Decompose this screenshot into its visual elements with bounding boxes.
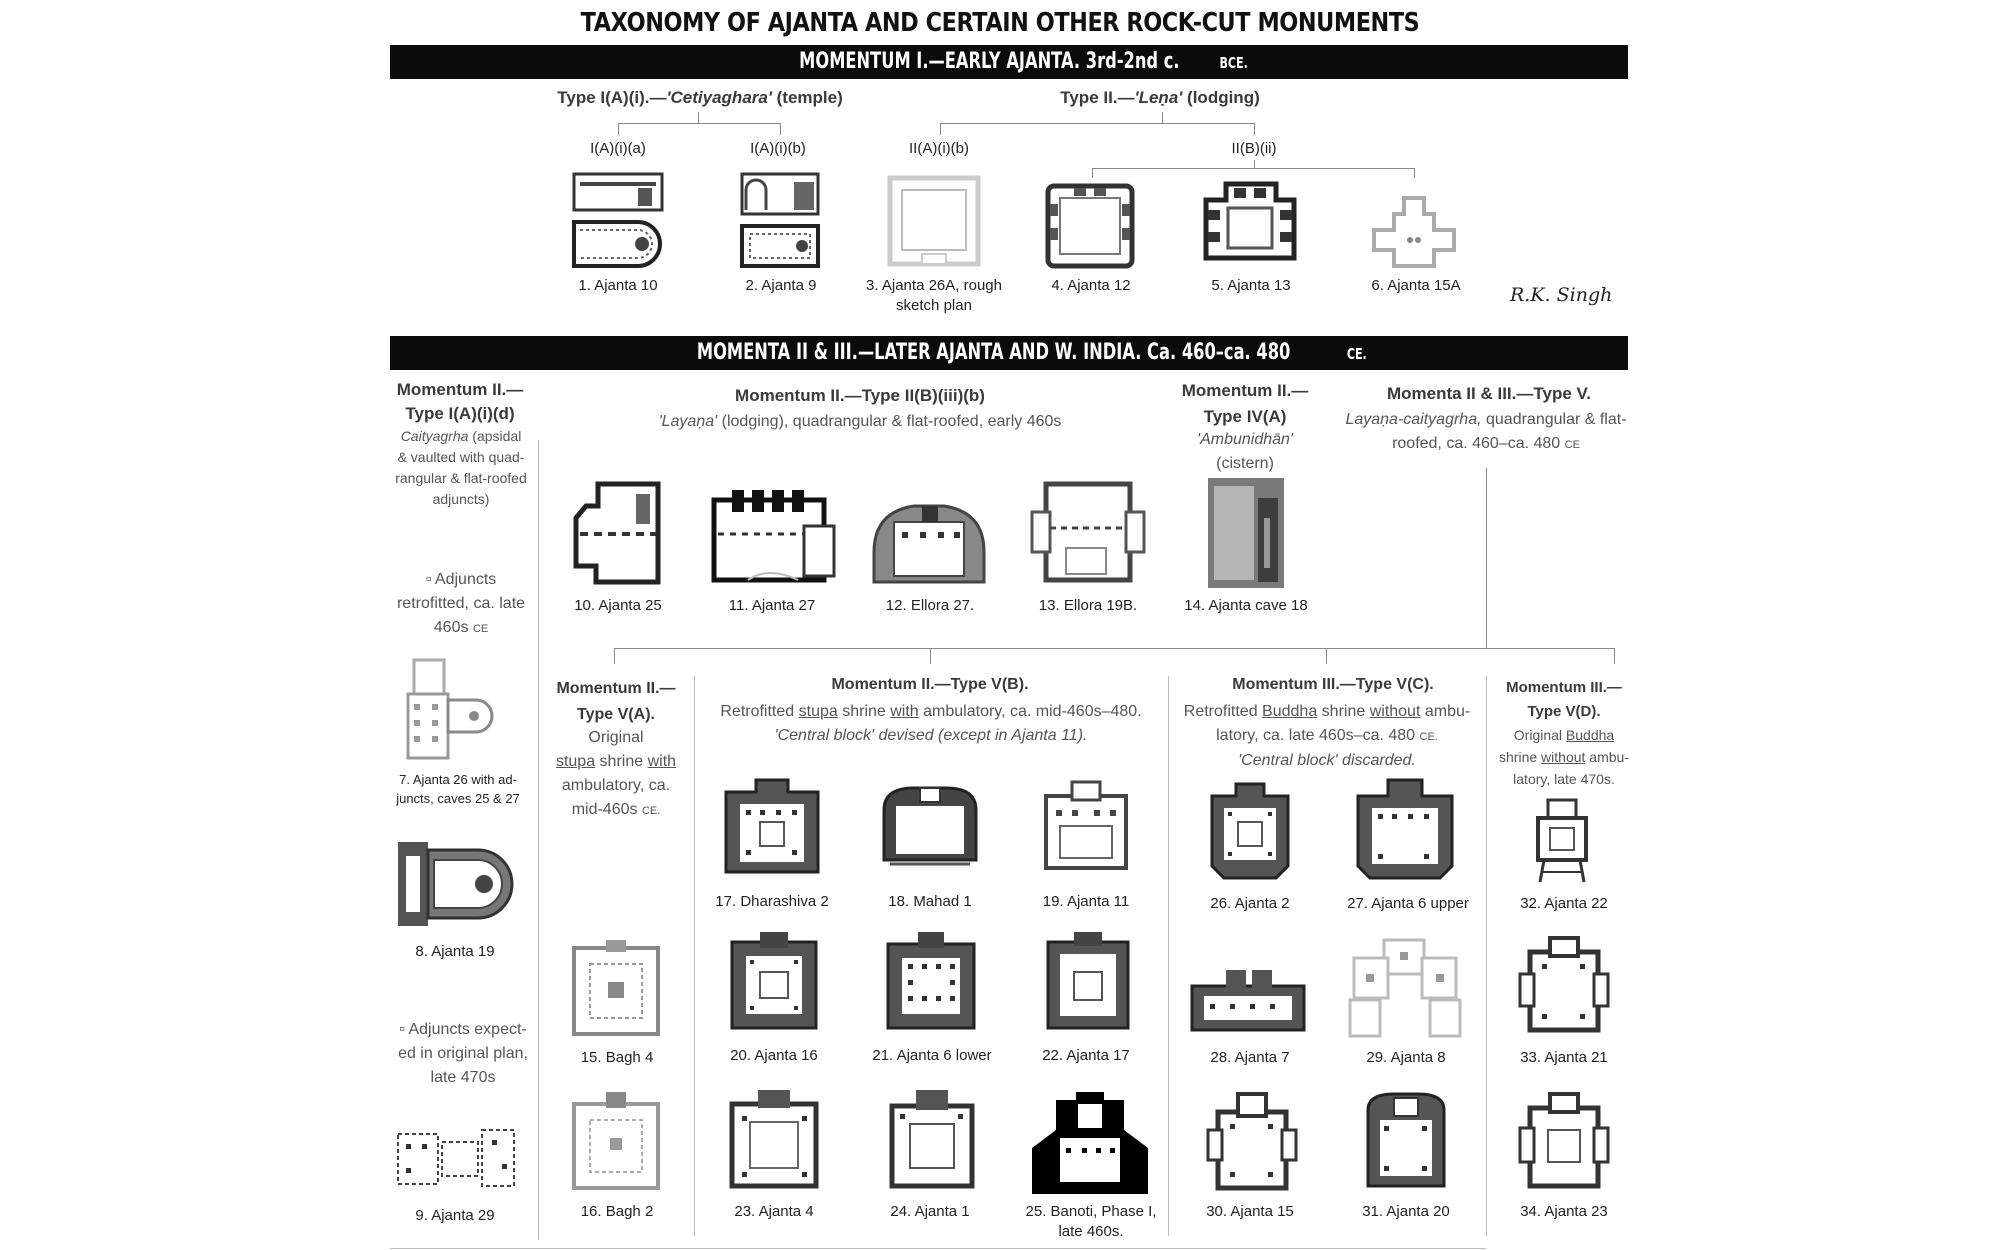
plan-ajanta-7 (1186, 960, 1310, 1040)
item-30: 30. Ajanta 15 (1206, 1203, 1294, 1220)
plan-ajanta-27 (708, 486, 838, 588)
item-7 (390, 770, 526, 808)
typeVC-ce: CE. (1419, 731, 1438, 743)
connector (930, 648, 931, 664)
typeVB-sub-a: Retrofitted (720, 703, 795, 720)
left-desc-1: (apsidal (472, 428, 522, 444)
typeVC-subtitle (1172, 700, 1482, 773)
author-signature: R.K. Singh (1510, 284, 1613, 306)
item-19: 19. Ajanta 11 (1042, 893, 1130, 910)
typeVD-sub-u: Buddha (1565, 727, 1615, 743)
typeVD-heading-line1: Momentum III.— (1506, 679, 1622, 696)
m1-type1-prefix: Type I(A)(i).— (557, 88, 667, 107)
connector (1614, 648, 1615, 664)
m1-type1-heading (540, 88, 860, 108)
sublabel-IAia: I(A)(i)(a) (590, 140, 646, 157)
plan-ellora-27 (864, 492, 994, 588)
m1-type2-prefix: Type II.— (1060, 88, 1135, 107)
typeIVA-heading-line1: Momentum II.— (1181, 381, 1309, 400)
m1-type2-suffix: (lodging) (1187, 88, 1260, 107)
typeVB-sub-b: shrine (842, 703, 886, 720)
connector (940, 123, 1254, 124)
typeIIBiiib-sub-italic: 'Layaṇa' (658, 413, 718, 430)
plan-ajanta-20 (1354, 1088, 1458, 1194)
typeVB-sub-u2: with (890, 703, 919, 720)
item-3: 3. Ajanta 26A, rough (866, 277, 1002, 294)
sublabel-IIBii: II(B)(ii) (1231, 140, 1277, 157)
plan-ajanta-15 (1204, 1090, 1300, 1194)
item-31: 31. Ajanta 20 (1362, 1203, 1450, 1220)
sublabel-IAib: I(A)(i)(b) (750, 140, 806, 157)
typeV-sub-ce: CE (1564, 439, 1580, 451)
left-desc-3: rangular & flat-roofed (395, 470, 527, 486)
connector (1414, 168, 1415, 178)
typeVB-sub-2: 'Central block' devised (except in Ajanta 11). (774, 727, 1088, 744)
item-16: 16. Bagh 2 (580, 1203, 654, 1220)
plan-ajanta-19 (394, 836, 522, 932)
item-27: 27. Ajanta 6 upper (1347, 895, 1469, 912)
connector (1254, 123, 1255, 135)
plan-ajanta-8 (1344, 934, 1466, 1042)
typeVA-desc-2-u2: with (647, 753, 677, 770)
plan-ajanta-23 (1516, 1090, 1612, 1194)
item-8: 8. Ajanta 19 (415, 943, 495, 960)
connector (618, 123, 619, 135)
banner-momenta-2-3 (390, 336, 1628, 370)
plan-ajanta-26a (884, 172, 984, 270)
connector (614, 648, 615, 664)
banner-momentum-1 (390, 45, 1628, 79)
typeVD-sub-2u: without (1541, 749, 1586, 765)
typeVD-subtitle (1494, 724, 1634, 790)
left-note-2: ▫ Adjuncts expect- ed in original plan, late 470s (388, 1018, 538, 1090)
plan-dharashiva-2 (716, 776, 828, 880)
typeVC-sub-u1: Buddha (1262, 703, 1318, 720)
item-20: 20. Ajanta 16 (730, 1047, 818, 1064)
plan-ajanta-17 (1040, 930, 1136, 1036)
typeVA-desc-1: Original (588, 729, 644, 746)
typeVA-heading-line2: Type V(A). (577, 706, 655, 723)
left-note-1-b: retrofitted, ca. late (396, 595, 526, 612)
typeVA-desc-2-rest: shrine (599, 753, 644, 770)
plan-ajanta-1 (884, 1088, 980, 1192)
banner-2-suffix: CE. (1347, 345, 1368, 363)
item-2: 2. Ajanta 9 (745, 277, 817, 294)
item-5: 5. Ajanta 13 (1211, 277, 1291, 294)
connector (1092, 168, 1093, 178)
typeVB-sub-u1: stupa (798, 703, 838, 720)
left-note-1-c: 460s (433, 619, 469, 636)
item-17: 17. Dharashiva 2 (715, 893, 829, 910)
m1-type2-heading (1040, 88, 1280, 108)
left-desc-4: adjuncts) (432, 491, 490, 507)
divider (538, 440, 539, 1240)
left-heading-line1: Momentum II.— (396, 380, 524, 399)
typeIIBiiib-heading: Momentum II.—Type II(B)(iii)(b) (735, 386, 985, 405)
divider (694, 676, 695, 1236)
typeIIBiiib-sub-rest: (lodging), quadrangular & flat-roofed, early 460s (721, 413, 1062, 430)
item-25-line1: 25. Banoti, Phase I, (1025, 1203, 1157, 1220)
item-7-line2: juncts, caves 25 & 27 (396, 791, 520, 806)
typeV-subtitle (1336, 408, 1636, 457)
typeVC-heading: Momentum III.—Type V(C). (1232, 676, 1434, 693)
plan-ajanta-25 (566, 478, 670, 588)
banner-1-text: MOMENTUM I.—EARLY AJANTA. 3rd-2nd c. (798, 49, 1180, 74)
item-24: 24. Ajanta 1 (890, 1203, 970, 1220)
typeVA-ce: CE. (641, 805, 661, 817)
plan-ajanta-10 (568, 170, 668, 270)
connector (1486, 468, 1487, 648)
item-15: 15. Bagh 4 (580, 1049, 654, 1066)
m1-type1-suffix: (temple) (776, 88, 843, 107)
left-desc-italic: Caityagrha (400, 428, 469, 444)
left-note-1: ▫ Adjuncts retrofitted, ca. late 460s CE (390, 568, 532, 641)
plan-banoti (1026, 1090, 1154, 1198)
left-heading (390, 378, 530, 426)
plan-ajanta-22 (1530, 796, 1594, 886)
item-11: 11. Ajanta 27 (728, 597, 816, 614)
item-7-line1: 7. Ajanta 26 with ad- (399, 772, 517, 787)
photo-ajanta-cave-18 (1208, 478, 1284, 588)
m1-type2-italic: 'Leṇa' (1134, 88, 1183, 107)
item-34: 34. Ajanta 23 (1520, 1203, 1608, 1220)
banner-2-text: MOMENTA II & III.—LATER AJANTA AND W. INDIA. Ca. 460–ca. 480 (697, 340, 1291, 365)
item-28: 28. Ajanta 7 (1210, 1049, 1290, 1066)
item-14: 14. Ajanta cave 18 (1184, 597, 1308, 614)
plan-ajanta-29 (392, 1124, 520, 1194)
divider (1486, 676, 1487, 1236)
typeVB-subtitle (700, 700, 1162, 748)
item-3-line2: sketch plan (896, 297, 972, 314)
typeVC-sub-u2: without (1369, 703, 1421, 720)
page-title: TAXONOMY OF AJANTA AND CERTAIN OTHER ROCK-CUT MONUMENTS (580, 8, 1420, 38)
banner-1-suffix: BCE. (1219, 54, 1248, 72)
connector (940, 123, 941, 135)
connector (614, 648, 1614, 649)
plan-ajanta-11 (1036, 776, 1136, 880)
plan-ajanta-15a (1364, 190, 1464, 272)
plan-ajanta-13 (1198, 178, 1302, 272)
left-description (388, 426, 534, 510)
sublabel-IIAib: II(A)(i)(b) (909, 140, 969, 157)
item-23: 23. Ajanta 4 (734, 1203, 814, 1220)
typeVB-sub-c: ambulatory, ca. mid-460s–480. (923, 703, 1142, 720)
left-note-2-c: late 470s (430, 1069, 496, 1086)
typeIVA-subtitle (1172, 428, 1318, 476)
plan-ajanta-2 (1198, 780, 1302, 884)
left-note-2-b: ed in original plan, (398, 1045, 528, 1062)
item-13: 13. Ellora 19B. (1038, 597, 1138, 614)
plan-ajanta-9 (736, 170, 826, 270)
connector (780, 123, 781, 135)
typeV-sub-2: roofed, ca. 460–ca. 480 (1392, 435, 1561, 452)
item-29: 29. Ajanta 8 (1366, 1049, 1446, 1066)
item-21: 21. Ajanta 6 lower (872, 1047, 992, 1064)
typeVD-sub-2a: shrine (1499, 749, 1538, 765)
left-note-1-ce: CE (472, 623, 489, 635)
typeV-sub-italic: Layaṇa-caityagrha, (1345, 411, 1482, 428)
item-18: 18. Mahad 1 (888, 893, 972, 910)
typeVD-heading-line2: Type V(D). (1527, 703, 1601, 720)
typeVD-heading (1494, 676, 1634, 724)
typeVD-sub-3: latory, late 470s. (1513, 771, 1615, 787)
typeVA-description (546, 726, 686, 823)
typeVA-heading (548, 676, 684, 728)
left-note-2-a: Adjuncts expect- (408, 1021, 527, 1038)
plan-mahad-1 (874, 780, 986, 876)
plan-ellora-19b (1026, 478, 1150, 588)
plan-ajanta-21 (1516, 934, 1612, 1040)
typeVC-sub-b: shrine (1321, 703, 1366, 720)
typeVA-desc-2-u: stupa (555, 753, 596, 770)
typeIVA-sub-italic: 'Ambunidhān' (1197, 431, 1293, 448)
connector (1092, 168, 1414, 169)
m1-type1-italic: 'Cetiyaghara' (666, 88, 772, 107)
typeVC-sub-2: latory, ca. late 460s–ca. 480 (1216, 727, 1416, 744)
typeVA-desc-4: mid-460s (571, 801, 638, 818)
typeVC-sub-a: Retrofitted (1183, 703, 1258, 720)
item-33: 33. Ajanta 21 (1520, 1049, 1608, 1066)
plan-ajanta-16 (724, 930, 824, 1036)
plan-ajanta-6-upper (1344, 776, 1466, 884)
plan-ajanta-6-lower (880, 930, 982, 1036)
item-25 (1018, 1202, 1164, 1242)
typeIVA-sub-2: (cistern) (1216, 455, 1274, 472)
typeIIBiiib-subtitle (600, 410, 1120, 434)
typeIVA-heading (1172, 378, 1318, 430)
item-12: 12. Ellora 27. (885, 597, 975, 614)
plan-ajanta-12 (1040, 180, 1140, 272)
plan-ajanta-4 (724, 1088, 824, 1192)
connector (1326, 648, 1327, 664)
item-6: 6. Ajanta 15A (1371, 277, 1461, 294)
plan-ajanta-26-adjuncts (402, 654, 498, 762)
typeVA-heading-line1: Momentum II.— (556, 680, 676, 697)
plan-bagh-4 (566, 938, 666, 1042)
typeV-sub-rest: quadrangular & flat- (1486, 411, 1627, 428)
left-desc-2: & vaulted with quad- (397, 449, 525, 465)
typeV-heading: Momenta II & III.—Type V. (1386, 384, 1592, 403)
item-1: 1. Ajanta 10 (578, 277, 658, 294)
item-32: 32. Ajanta 22 (1520, 895, 1608, 912)
typeVC-sub-3: 'Central block' discarded. (1238, 752, 1416, 769)
typeIVA-heading-line2: Type IV(A) (1203, 407, 1287, 426)
item-10: 10. Ajanta 25 (574, 597, 662, 614)
typeVC-sub-c: ambu- (1424, 703, 1471, 720)
plan-bagh-2 (566, 1090, 666, 1194)
connector (618, 123, 780, 124)
typeVB-heading: Momentum II.—Type V(B). (831, 676, 1029, 693)
left-note-1-a: Adjuncts (434, 571, 497, 588)
divider (1168, 676, 1169, 1236)
divider (390, 1248, 1486, 1249)
typeVD-sub-a: Original (1513, 727, 1563, 743)
item-26: 26. Ajanta 2 (1210, 895, 1290, 912)
connector (1254, 160, 1255, 168)
typeVA-desc-3: ambulatory, ca. (561, 777, 671, 794)
item-4: 4. Ajanta 12 (1051, 277, 1131, 294)
typeVD-sub-2b: ambu- (1589, 749, 1629, 765)
item-9: 9. Ajanta 29 (415, 1207, 495, 1224)
item-22: 22. Ajanta 17 (1042, 1047, 1130, 1064)
item-25-line2: late 460s. (1058, 1223, 1124, 1240)
left-heading-line2: Type I(A)(i)(d) (405, 404, 515, 423)
